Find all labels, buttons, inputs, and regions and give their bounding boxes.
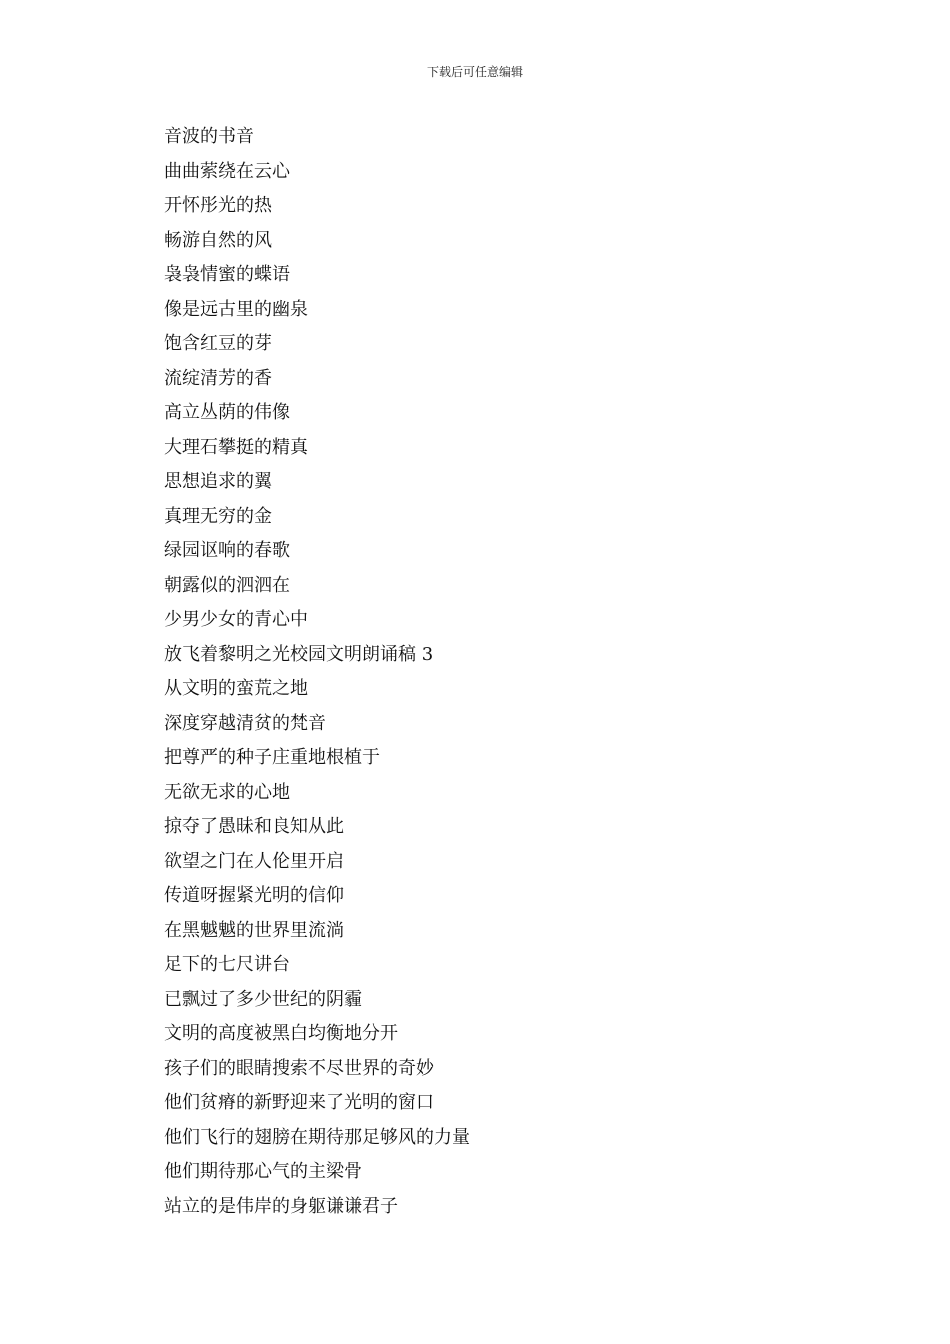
poem-title-line: 放飞着黎明之光校园文明朗诵稿 3 (164, 643, 434, 665)
poem-line: 绿园讴响的春歌 (164, 540, 290, 561)
poem-line: 他们飞行的翅膀在期待那足够风的力量 (164, 1126, 470, 1148)
poem-line: 少男少女的青心中 (164, 609, 308, 630)
page-header-note: 下载后可任意编辑 (426, 65, 523, 79)
poem-line: 畅游自然的风 (164, 229, 272, 251)
poem-line: 足下的七尺讲台 (164, 954, 290, 975)
poem-line: 饱含红豆的芽 (164, 333, 272, 354)
poem-line: 站立的是伟岸的身躯谦谦君子 (164, 1195, 398, 1217)
poem-line: 他们贫瘠的新野迎来了光明的窗口 (164, 1092, 434, 1113)
poem-line: 掠夺了愚昧和良知从此 (164, 816, 344, 837)
poem-line: 无欲无求的心地 (164, 781, 290, 803)
poem-line: 像是远古里的幽泉 (164, 298, 308, 320)
poem-line: 在黑魆魆的世界里流淌 (164, 919, 344, 941)
poem-line: 孩子们的眼睛搜索不尽世界的奇妙 (164, 1057, 434, 1079)
poem-line: 真理无穷的金 (164, 505, 272, 527)
poem-line: 把尊严的种子庄重地根植于 (164, 747, 380, 768)
poem-line: 音波的书音 (164, 126, 254, 147)
poem-line: 他们期待那心气的主梁骨 (164, 1161, 362, 1182)
poem-text (164, 120, 470, 1224)
poem-line: 欲望之门在人伦里开启 (164, 850, 344, 872)
poem-line: 深度穿越清贫的梵音 (164, 712, 326, 734)
poem-line: 文明的高度被黑白均衡地分开 (164, 1023, 398, 1044)
poem-line: 大理石攀挺的精真 (164, 436, 308, 458)
poem-line: 流绽清芳的香 (164, 367, 272, 389)
poem-line: 从文明的蛮荒之地 (164, 678, 308, 699)
poem-line: 思想追求的翼 (164, 471, 272, 492)
poem-line: 传道呀握紧光明的信仰 (164, 885, 344, 906)
poem-line: 已飘过了多少世纪的阴霾 (164, 988, 362, 1010)
poem-line: 曲曲萦绕在云心 (164, 160, 290, 182)
poem-line: 开怀彤光的热 (164, 195, 272, 216)
poem-line: 高立丛荫的伟像 (164, 402, 290, 423)
poem-line: 袅袅情蜜的蝶语 (164, 264, 290, 285)
poem-line: 朝露似的泗泗在 (164, 574, 290, 596)
